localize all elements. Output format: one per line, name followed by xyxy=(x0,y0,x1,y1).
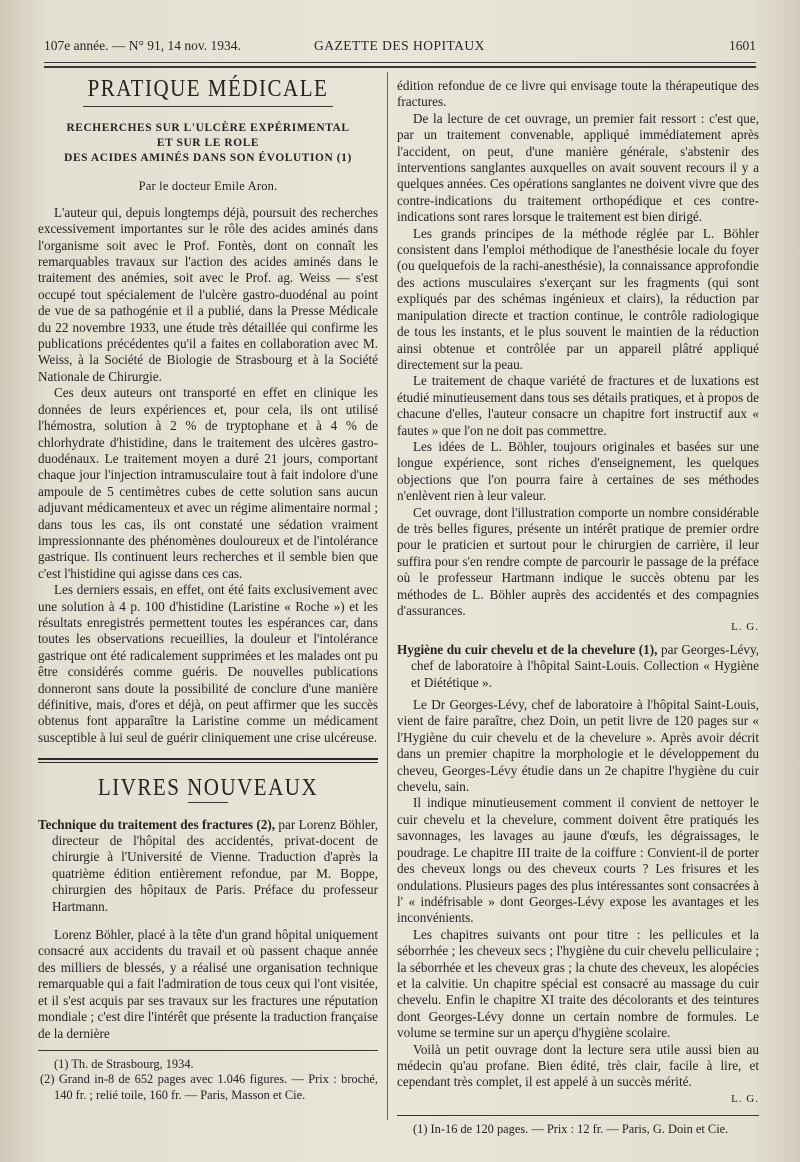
footnote-rule xyxy=(397,1115,759,1116)
header-rule-thick xyxy=(44,66,756,68)
paragraph: Les grands principes de la méthode réglée par L. Böhler consistent dans l'emploi méthodique de l'anesthésie locale du foyer (ou quelquefois de la rachi-anesthésie), la connaissance approfondie des actions musculaires s'exerçant sur les fragments (qui sont expliqués par des schémas ingénieux et clairs), la réduction par manipulation directe et traction continue, le contrôle radiologique de tous les instants, et le plus souvent le maintien de la réduction ainsi obtenue et contrôlée par un appareil plâtré appliqué directement sur la peau. xyxy=(397,225,759,372)
header-page-number: 1601 xyxy=(729,38,756,53)
paragraph: Le traitement de chaque variété de fractures et de luxations est étudié minutieusement dans tous ses détails pratiques, et à propos de chacune d'elles, l'auteur consacre un chapitre fort instructif aux « fautes » que l'on ne doit pas commettre. xyxy=(397,373,759,438)
article-title-line: DES ACIDES AMINÉS DANS SON ÉVOLUTION (1) xyxy=(64,152,352,165)
footnote: (1) Th. de Strasbourg, 1934. xyxy=(54,1056,194,1071)
book-title: Technique du traitement des fractures (2), xyxy=(38,816,276,832)
footnote-rule xyxy=(38,1050,378,1051)
book-entry xyxy=(38,817,378,915)
article-byline: Par le docteur Emile Aron. xyxy=(138,179,278,194)
book-meta: par Georges-Lévy, chef de laboratoire à l'hôpital Saint-Louis. Collection « Hygiène et Diététique ». xyxy=(411,641,760,690)
signature: L. G. xyxy=(731,1092,759,1105)
book-entry xyxy=(397,642,759,691)
paragraph: L'auteur qui, depuis longtemps déjà, poursuit des recherches excessivement importantes sur le rôle des acides aminés dans l'organisme soit avec le Prof. Fontès, dont on connaît les remarquables travaux sur l'action des acides aminés dans le traitement des anémies, soit avec le Prof. ag. Weiss — s'est occupé tout spécialement de l'ulcère gastro-duodénal au point de vue de sa pathogénie et il a publié, dans la Presse Médicale du 22 novembre 1933, une étude très détaillée qui confirme les publications précédentes qu'il a faites en collaboration avec M. Weiss, à la Société de Biologie de Strasbourg et à la Société Nationale de Chirurgie. xyxy=(38,204,378,384)
paragraph: Le Dr Georges-Lévy, chef de laboratoire à l'hôpital Saint-Louis, vient de faire paraître, chez Doin, un petit livre de 120 pages sur « l'Hygiène du cuir chevelu et de la chevelure ». Après avoir décrit dans un premier chapitre la morphologie et le développement du cheveu, Georges-Lévy étudie dans un 2e chapitre l'hygiène du cuir chevelu, sain. xyxy=(397,697,759,795)
paragraph: Lorenz Böhler, placé à la tête d'un grand hôpital uniquement consacré aux accidents du travail et où passent chaque année des milliers de blessés, y a réalisé une organisation technique remarquable qui a fait l'admiration de tous ceux qui l'ont visitée, et il s'est acquis par ses travaux sur les fractures une réputation mondiale ; c'est dire l'intérêt que présente la traduction française de la dernière xyxy=(38,927,378,1041)
section-rule-short xyxy=(188,802,228,803)
book-title: Hygiène du cuir chevelu et de la chevelure (1), xyxy=(397,641,658,657)
paragraph: Les idées de L. Böhler, toujours originales et basées sur une longue expérience, sont riches d'enseignement, les quelques objections que l'on pourra faire à certaines de ses méthodes n'enlèvent rien à leur valeur. xyxy=(397,438,759,504)
section-separator xyxy=(38,758,378,763)
right-column xyxy=(397,78,759,1138)
paragraph: Cet ouvrage, dont l'illustration comporte un nombre considérable de très belles figures, présente un intérêt pratique de premier ordre pour le praticien et surtout pour le chirurgien de carrière, il leur suffira pour s'en rendre compte de parcourir le passage de la préface où le professeur Hartmann indique le succès obtenu par les méthodes de L. Böhler auprès des accidentés et des compagnies d'assurances. xyxy=(397,504,759,618)
paragraph: édition refondue de ce livre qui envisage toute la thérapeutique des fractures. xyxy=(397,78,759,110)
article-title-line: ET SUR LE ROLE xyxy=(156,137,260,150)
paragraph: Voilà un petit ouvrage dont la lecture sera utile aussi bien au médecin qu'au profane. Bien édité, très clair, facile à lire, et cependant très complet, il est appelé à un succès mérité. xyxy=(397,1041,759,1090)
signature: L. G. xyxy=(731,621,759,634)
paragraph: Les chapitres suivants ont pour titre : les pellicules et la séborrhée ; les cheveux secs ; l'hygiène du cuir chevelu pelliculaire ; la séborrhée et les cheveux gras ; la chute des cheveux, les alopécies et la calvitie. Un chapitre spécial est consacré au massage du cuir chevelu. Enfin le chapitre XI traite des décolorants et des teintures dont Georges-Lévy donne un certain nombre de formules. Le volume se termine sur un aperçu d'hygiène scolaire. xyxy=(397,926,759,1041)
header-issue: 107e année. — N° 91, 14 nov. 1934. xyxy=(44,38,241,53)
page-header xyxy=(44,38,756,58)
left-column xyxy=(38,74,379,1103)
article-title-line: RECHERCHES SUR L'ULCÈRE EXPÉRIMENTAL xyxy=(66,122,350,135)
paragraph: Les derniers essais, en effet, ont été faits exclusivement avec une solution à 4 p. 100 d'histidine (Laristine « Roche ») et les résultats enregistrés permettent toutes les espérances car, dans toutes les observations recueillies, la douleur et l'intolérance gastrique ont été radicalement supprimées et les malades ont pu être considérés comme guéris. De nouvelles publications donneront sans doute la possibilité de conclure d'une manière définitive, mais, d'ores et déjà, on peut affirmer que les succès obtenus font apparaître la Laristine comme un médicament susceptible à lui seul de guérir cliniquement une crise ulcéreuse. xyxy=(38,582,378,745)
footnote: (1) In-16 de 120 pages. — Prix : 12 fr. — Paris, G. Doin et Cie. xyxy=(413,1122,729,1137)
footnotes xyxy=(38,1057,378,1104)
section-title-pratique: PRATIQUE MÉDICALE xyxy=(87,74,329,102)
header-rule xyxy=(44,62,756,63)
footnote: (2) Grand in-8 de 652 pages avec 1.046 figures. — Prix : broché, 140 fr. ; relié toile, 160 fr. — Paris, Masson et Cie. xyxy=(40,1072,378,1102)
book-meta: par Lorenz Böhler, directeur de l'hôpital des accidentés, privat-docent de chirurgie à l'Université de Vienne. Traduction d'après la quatrième édition entièrement refondue, par M. Boppe, chirurgien des hôpitaux de Paris. Préface du professeur Hartmann. xyxy=(52,816,379,914)
article-title xyxy=(38,121,378,166)
footnotes xyxy=(397,1122,759,1138)
section-title-livres: LIVRES NOUVEAUX xyxy=(97,773,319,801)
section-rule xyxy=(83,106,333,107)
paragraph: Il indique minutieusement comment il convient de nettoyer le cuir chevelu et la chevelure, comment doivent être pratiqués les savonnages, les lavages au jaune d'œufs, les dégraissages, le poudrage. Le chapitre III traite de la coiffure : Convient-il de porter des cheveux longs ou des cheveux courts ? Les frisures et les ondulations. Plusieurs pages des plus intéressantes sont consacrées à l' « indéfrisable » dont Georges-Lévy expose les avantages et les inconvénients. xyxy=(397,795,759,926)
column-divider xyxy=(387,72,388,1120)
header-journal-title: GAZETTE DES HOPITAUX xyxy=(314,38,485,53)
paragraph: Ces deux auteurs ont transporté en effet en clinique les données de leurs expériences et, pour cela, ils ont utilisé l'hémostra, solution à 2 % de tryptophane et à 4 % de chlorhydrate d'histidine, dans le traitement des ulcères gastro-duodénaux. Le traitement moyen a duré 21 jours, comportant chaque jour l'injection intramusculaire tout à fait indolore d'une ampoule de 5 centimètres cubes de cette solution sans aucun adjuvant médicamenteux et avec un régime alimentaire normal ; dans tous les cas, ils ont constaté une sédation vraiment impressionnante des phénomènes douloureux et de l'intolérance gastrique. Ils continuent leurs recherches et il semble bien que c'est l'histidine qui agisse dans ces cas. xyxy=(38,385,378,581)
paragraph: De la lecture de cet ouvrage, un premier fait ressort : c'est que, par un traitement convenable, appliqué immédiatement après l'accident, on peut, d'une manière générale, s'abstenir des interventions sanglantes auxquelles on avait souvent recours il y a quelques années. Ces opérations sanglantes ne doivent vivre que des contre-indications du traitement orthopédique et ces contre-indications sont rares lorsque le traitement est bien dirigé. xyxy=(397,110,759,225)
